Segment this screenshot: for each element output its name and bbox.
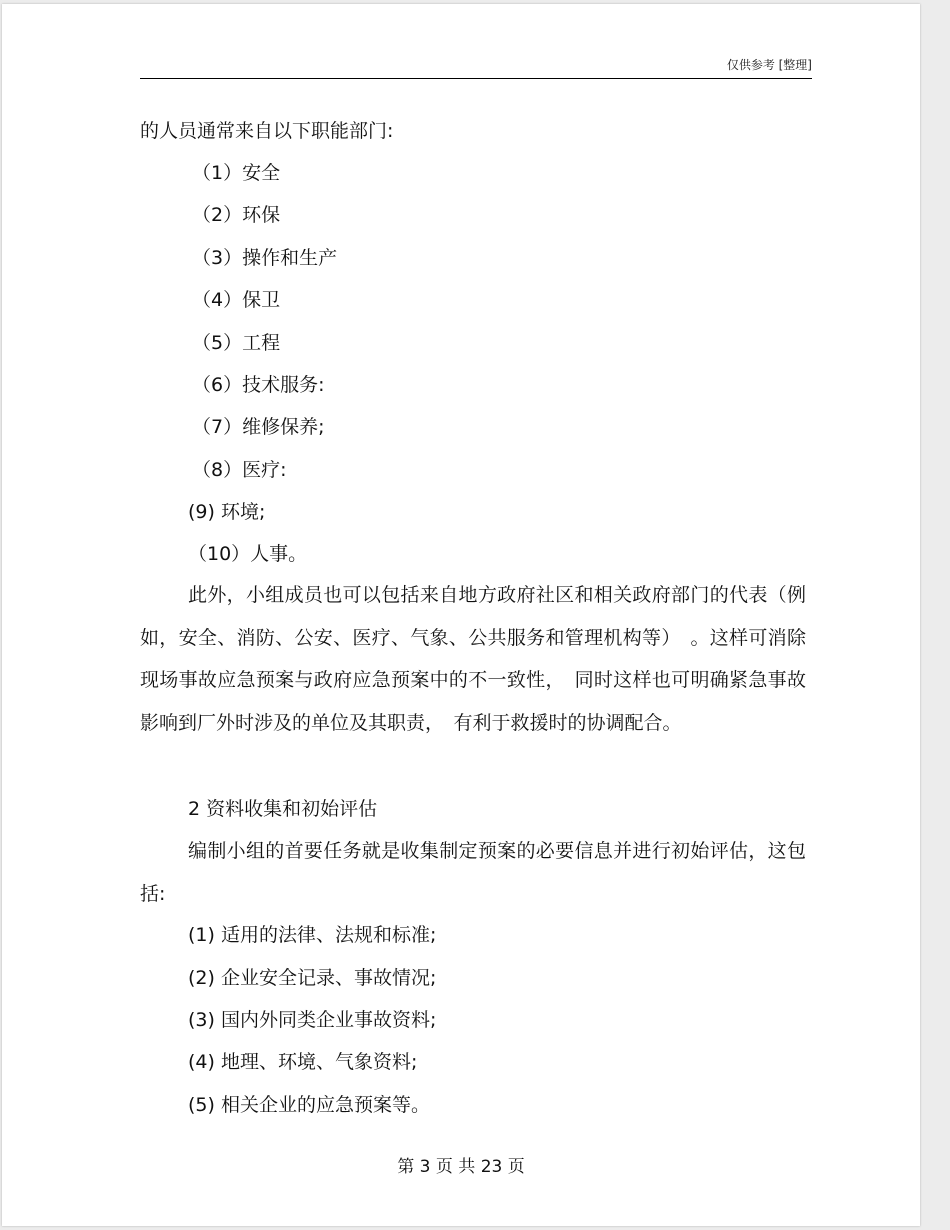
page-footer: 第 3 页 共 23 页 [397, 1157, 525, 1177]
material-item: (1) 适用的法律、法规和标准; [188, 924, 437, 946]
department-item: （4）保卫 [192, 289, 281, 311]
department-item: (9) 环境; [188, 501, 266, 523]
department-item: （10）人事。 [188, 543, 308, 565]
intro-line: 的人员通常来自以下职能部门: [140, 120, 394, 142]
page-header: 仅供参考 [整理] [726, 58, 812, 72]
department-item: （6）技术服务: [192, 374, 325, 396]
material-item: (3) 国内外同类企业事故资料; [188, 1009, 437, 1031]
department-item: （2）环保 [192, 204, 281, 226]
department-item: （1）安全 [192, 162, 281, 184]
document-page [2, 4, 920, 1226]
department-item: （7）维修保养; [192, 416, 325, 438]
section-heading: 2 资料收集和初始评估 [188, 798, 378, 820]
paragraph-information-gathering: 编制小组的首要任务就是收集制定预案的必要信息并进行初始评估，这包括: [140, 840, 806, 905]
paragraph-committee-members: 此外，小组成员也可以包括来自地方政府社区和相关政府部门的代表（例如，安全、消防、公安、医疗、气象、公共服务和管理机构等） 。这样可消除现场事故应急预案与政府应急预案中的不一致性， 同时这样也可明确紧急事故影响到厂外时涉及的单位及其职责， 有利于救援时的协调配合。 [140, 584, 806, 734]
department-item: （8）医疗: [192, 459, 287, 481]
material-item: (4) 地理、环境、气象资料; [188, 1051, 418, 1073]
department-item: （3）操作和生产 [192, 247, 338, 269]
material-item: (2) 企业安全记录、事故情况; [188, 967, 437, 989]
department-item: （5）工程 [192, 332, 281, 354]
material-item: (5) 相关企业的应急预案等。 [188, 1094, 430, 1116]
header-divider [140, 78, 812, 79]
